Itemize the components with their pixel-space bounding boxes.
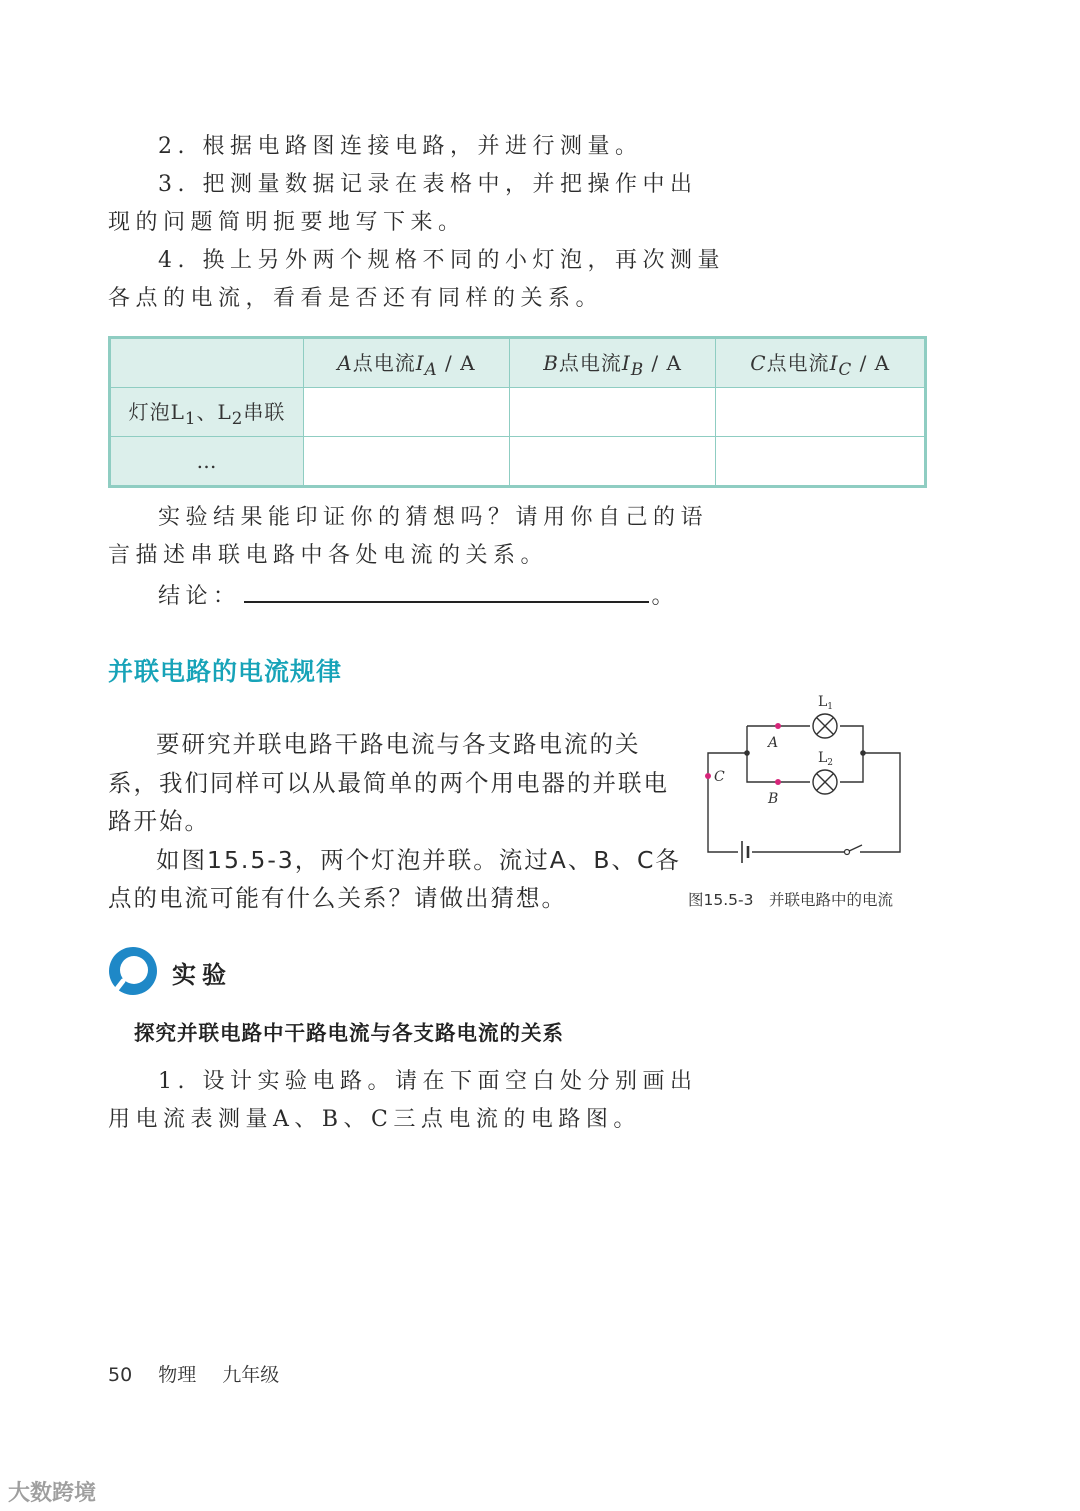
conclusion-label: 结论： [158, 584, 241, 609]
exp-step-1-line-1: 1. 设计实验电路。请在下面空白处分别画出 [158, 1069, 698, 1094]
table-row [110, 437, 926, 487]
question-line-2: 言描述串联电路中各处电流的关系。 [108, 543, 549, 568]
conclusion-end: 。 [651, 584, 680, 609]
table-cell-empty[interactable] [509, 388, 716, 437]
watermark-text: 大数跨境 [8, 1481, 97, 1506]
header-point-a: A点电流$I_A$ / A [304, 338, 510, 388]
figure-caption: 图15.5-3 并联电路中的电流 [688, 891, 893, 909]
point-b-marker [775, 779, 781, 785]
row-label-series: 灯泡$L_1$、$L_2$串联 [110, 388, 304, 437]
label-l2: $L_2$ [818, 750, 834, 768]
header-point-c: C点电流$I_C$ / A [716, 338, 926, 388]
experiment-title: 实验 [172, 961, 232, 989]
section-title: 并联电路的电流规律 [108, 657, 343, 686]
para2-line-2: 点的电流可能有什么关系？请做出猜想。 [108, 884, 567, 912]
battery-symbol [742, 841, 748, 863]
table-cell-empty[interactable] [304, 437, 510, 487]
row-label-ellipsis: … [110, 437, 304, 487]
step-2: 2. 根据电路图连接电路，并进行测量。 [158, 134, 643, 159]
table-cell-empty[interactable] [716, 437, 926, 487]
para2-line-1: 如图15.5-3，两个灯泡并联。流过A、B、C各 [156, 845, 681, 874]
table-cell-empty[interactable] [304, 388, 510, 437]
steps-block-top [108, 128, 725, 318]
label-c: C [714, 769, 725, 785]
step-3-line-1: 3. 把测量数据记录在表格中，并把操作中出 [158, 172, 698, 197]
footer-subject: 物理 [158, 1364, 197, 1386]
table-cell-empty[interactable] [509, 437, 716, 487]
experiment-steps [108, 1063, 698, 1139]
section-para-1 [108, 725, 681, 918]
step-4-line-1: 4. 换上另外两个规格不同的小灯泡，再次测量 [158, 248, 725, 273]
footer-grade: 九年级 [222, 1364, 280, 1386]
junction-right [860, 750, 866, 756]
label-l1: $L_1$ [818, 694, 834, 712]
point-a-marker [775, 723, 781, 729]
page-footer [108, 1360, 299, 1387]
para1-line-3: 路开始。 [108, 807, 210, 835]
question-line-1: 实验结果能印证你的猜想吗？请用你自己的语 [158, 505, 709, 530]
conclusion-blank[interactable] [244, 575, 649, 603]
lamp-l1-icon [813, 714, 837, 738]
parallel-circuit-diagram [690, 690, 920, 880]
step-3-line-2: 现的问题简明扼要地写下来。 [108, 210, 466, 235]
conclusion-line [108, 575, 680, 616]
table-cell-empty[interactable] [716, 388, 926, 437]
experiment-subtitle: 探究并联电路中干路电流与各支路电流的关系 [134, 1021, 564, 1045]
para1-line-2: 系，我们同样可以从最简单的两个用电器的并联电 [108, 768, 669, 797]
point-c-marker [705, 773, 711, 779]
circuit-wires [708, 726, 900, 852]
table-row [110, 388, 926, 437]
question-block [108, 499, 709, 616]
junction-left [744, 750, 750, 756]
table-header-row [110, 338, 926, 388]
lamp-l2-icon [813, 770, 837, 794]
exp-step-1-line-2: 用电流表测量A、B、C三点电流的电路图。 [108, 1107, 641, 1132]
label-a: A [768, 735, 779, 751]
table-corner-cell [110, 338, 304, 388]
label-b: B [768, 791, 779, 807]
para1-line-1: 要研究并联电路干路电流与各支路电流的关 [156, 730, 641, 758]
switch-pivot [845, 850, 850, 855]
header-point-b: B点电流$I_B$ / A [509, 338, 716, 388]
page-number: 50 [108, 1364, 133, 1386]
measurement-table [108, 336, 927, 488]
magnifier-icon [107, 945, 161, 999]
step-4-line-2: 各点的电流，看看是否还有同样的关系。 [108, 286, 604, 311]
